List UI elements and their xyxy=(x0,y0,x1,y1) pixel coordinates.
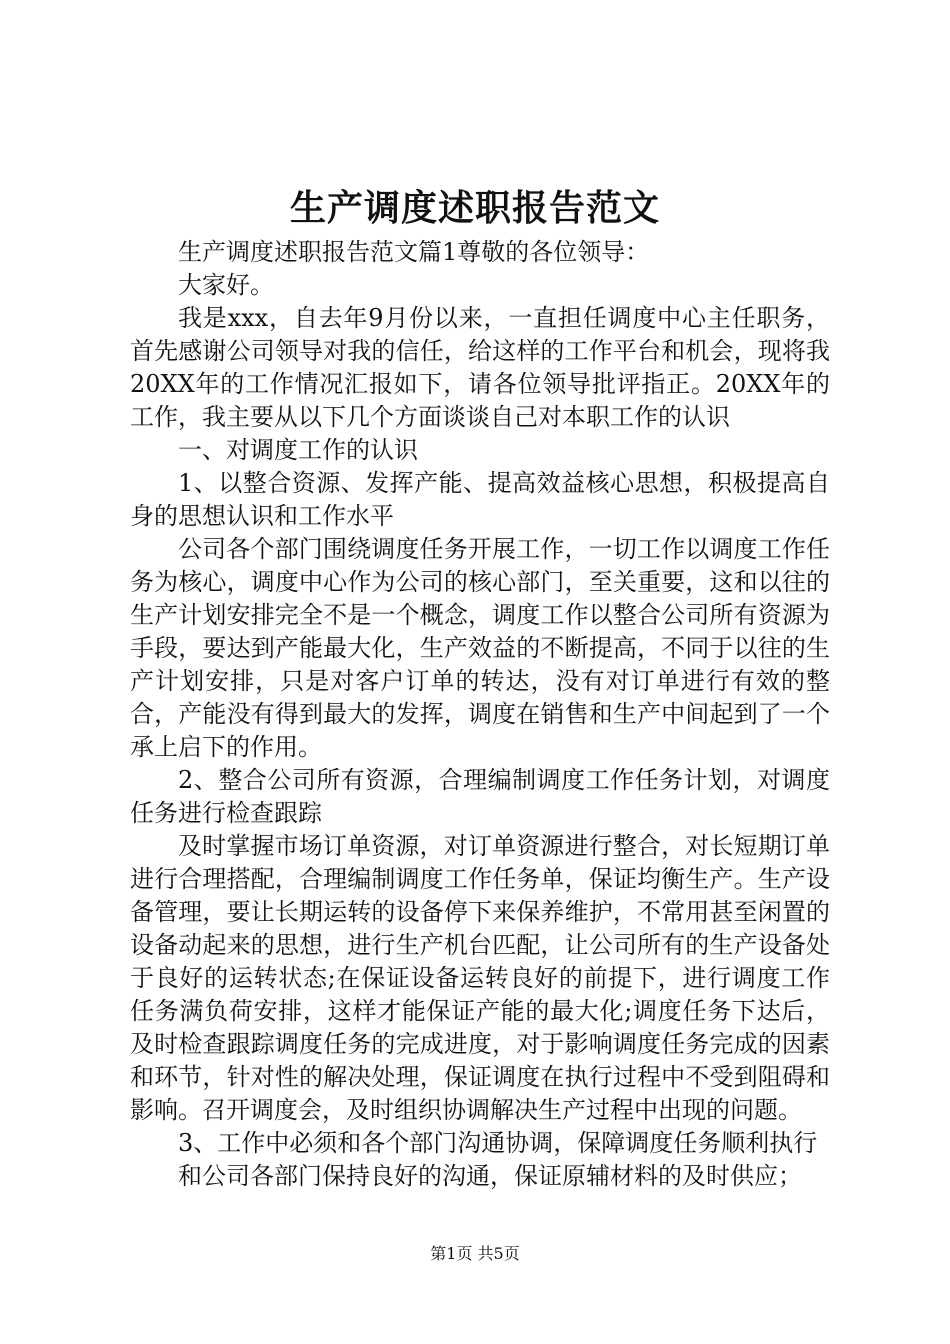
section-heading-1: 一、对调度工作的认识 xyxy=(178,436,418,464)
subheading-2: 2、整合公司所有资源，合理编制调度工作任务计划，对调度任务进行检查跟踪 xyxy=(130,766,830,827)
document-body xyxy=(130,236,830,1193)
paragraph-greeting: 生产调度述职报告范文篇1尊敬的各位领导： xyxy=(178,238,650,266)
subheading-3: 3、工作中必须和各个部门沟通协调，保障调度任务顺利执行 xyxy=(178,1129,818,1157)
page-number-footer: 第1页 共5页 xyxy=(430,1244,520,1263)
paragraph-body-2: 及时掌握市场订单资源，对订单资源进行整合，对长短期订单进行合理搭配，合理编制调度工作任务单，保证均衡生产。生产设备管理，要让长期运转的设备停下来保养维护，不常用甚至闲置的设备动起来的思想，进行生产机台匹配，让公司所有的生产设备处于良好的运转状态;在保证设备运转良好的前提下，进行调度工作任务满负荷安排，这样才能保证产能的最大化;调度任务下达后，及时检查跟踪调度任务的完成进度，对于影响调度任务完成的因素和环节，针对性的解决处理，保证调度在执行过程中不受到阻碍和影响。召开调度会，及时组织协调解决生产过程中出现的问题。 xyxy=(130,832,830,1124)
subheading-1: 1、以整合资源、发挥产能、提高效益核心思想，积极提高自身的思想认识和工作水平 xyxy=(130,469,830,530)
paragraph-intro: 我是xxx，自去年9月份以来，一直担任调度中心主任职务，首先感谢公司领导对我的信任，给这样的工作平台和机会，现将我20XX年的工作情况汇报如下，请各位领导批评指正。20XX年的工作，我主要从以下几个方面谈谈自己对本职工作的认识 xyxy=(130,304,830,431)
paragraph-body-3: 和公司各部门保持良好的沟通，保证原辅材料的及时供应； xyxy=(178,1162,802,1190)
paragraph-hello: 大家好。 xyxy=(178,271,274,299)
document-title: 生产调度述职报告范文 xyxy=(289,187,660,229)
paragraph-body-1: 公司各个部门围绕调度任务开展工作，一切工作以调度工作任务为核心，调度中心作为公司的核心部门，至关重要，这和以往的生产计划安排完全不是一个概念，调度工作以整合公司所有资源为手段，要达到产能最大化，生产效益的不断提高，不同于以往的生产计划安排，只是对客户订单的转达，没有对订单进行有效的整合，产能没有得到最大的发挥，调度在销售和生产中间起到了一个承上启下的作用。 xyxy=(130,535,830,761)
